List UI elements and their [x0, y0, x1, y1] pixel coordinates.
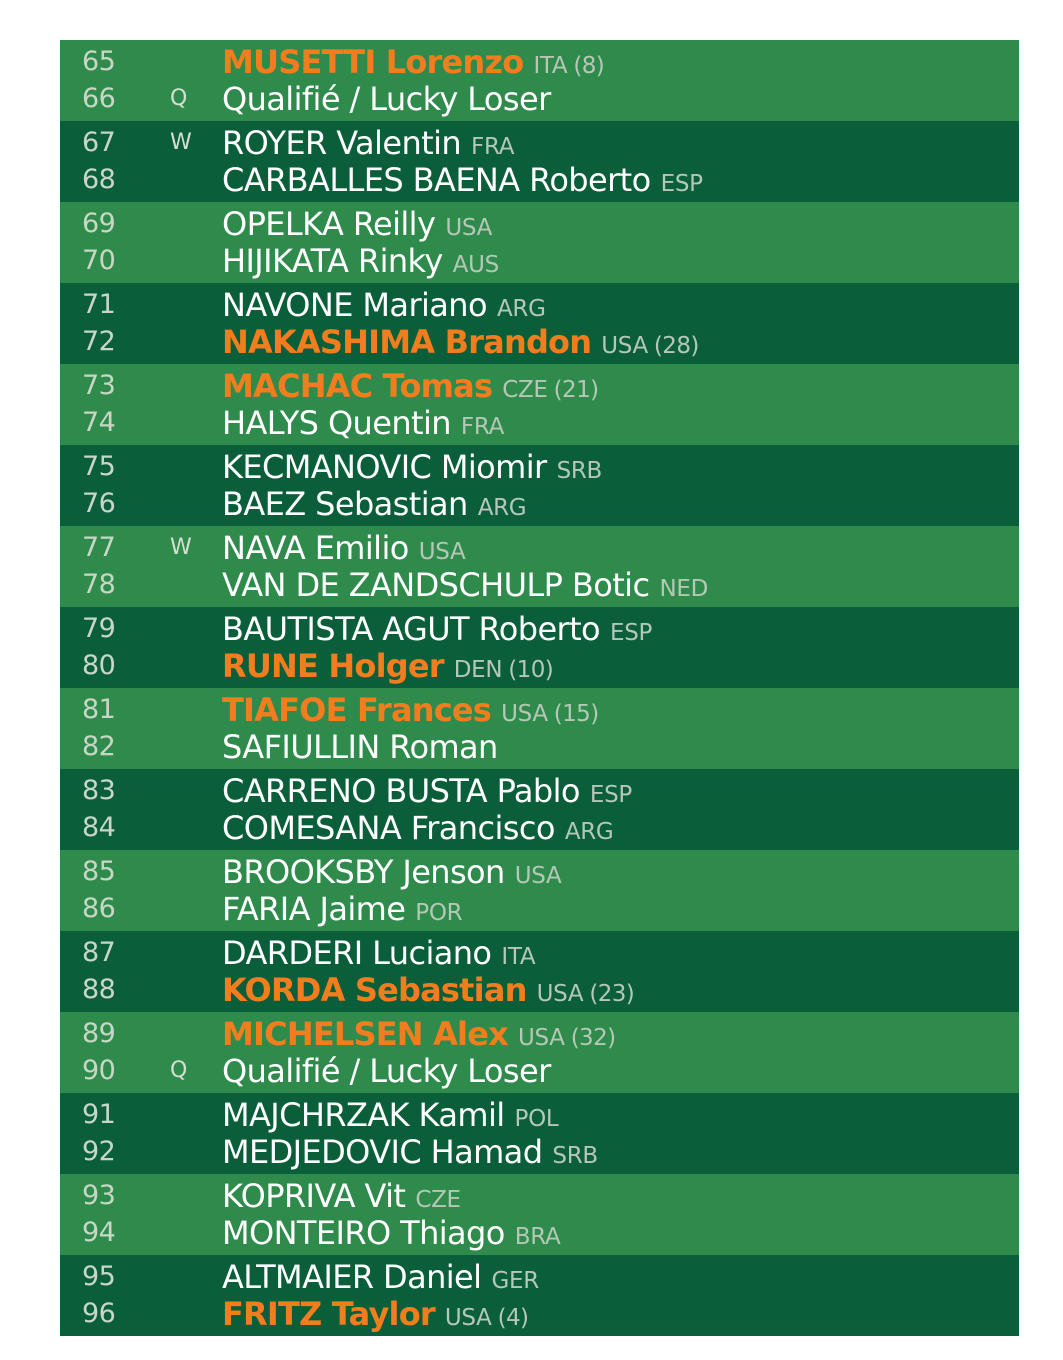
draw-line [60, 125, 1019, 161]
player-seed: (8) [573, 53, 605, 79]
seeded-player-entry [222, 972, 634, 1012]
seeded-player-entry [222, 692, 599, 732]
draw-position-number: 82 [82, 731, 116, 762]
draw-line [60, 972, 1019, 1008]
player-name: Qualifié / Lucky Loser [222, 80, 551, 118]
player-country: POR [415, 900, 463, 926]
player-country: FRA [471, 134, 515, 160]
draw-pair [60, 1174, 1019, 1255]
player-country: ARG [477, 495, 527, 521]
player-entry [222, 243, 499, 283]
player-country: POL [514, 1106, 559, 1132]
draw-line [60, 206, 1019, 242]
player-name: OPELKA Reilly [222, 205, 436, 243]
player-name: FARIA Jaime [222, 890, 406, 928]
draw-line [60, 368, 1019, 404]
draw-line [60, 810, 1019, 846]
draw-line [60, 891, 1019, 927]
draw-line [60, 449, 1019, 485]
draw-position-number: 81 [82, 694, 116, 725]
player-entry [222, 729, 498, 765]
player-name: SAFIULLIN Roman [222, 728, 498, 766]
player-country: NED [659, 576, 709, 602]
player-name: RUNE Holger [222, 647, 444, 685]
draw-pair [60, 688, 1019, 769]
player-name: KORDA Sebastian [222, 971, 527, 1009]
draw-position-number: 95 [82, 1261, 116, 1292]
draw-line [60, 162, 1019, 198]
draw-position-number: 69 [82, 208, 116, 239]
draw-position-number: 73 [82, 370, 116, 401]
entry-status-tag: Q [170, 1058, 188, 1083]
draw-position-number: 88 [82, 974, 116, 1005]
draw-line [60, 81, 1019, 117]
player-entry [222, 810, 613, 850]
player-entry [222, 854, 561, 894]
player-country: ITA [501, 944, 536, 970]
draw-line [60, 854, 1019, 890]
player-seed: (28) [653, 333, 699, 359]
player-name: BAUTISTA AGUT Roberto [222, 610, 601, 648]
player-entry [222, 162, 703, 202]
draw-position-number: 93 [82, 1180, 116, 1211]
player-entry [222, 1134, 598, 1174]
player-name: BAEZ Sebastian [222, 485, 468, 523]
entry-status-tag: W [170, 130, 192, 155]
player-name: BROOKSBY Jenson [222, 853, 505, 891]
player-seed: (4) [497, 1305, 529, 1331]
draw-position-number: 78 [82, 569, 116, 600]
draw-pair [60, 283, 1019, 364]
player-entry [222, 405, 504, 445]
draw-position-number: 71 [82, 289, 116, 320]
draw-line [60, 692, 1019, 728]
player-entry [222, 1053, 551, 1089]
player-country: ESP [589, 782, 632, 808]
player-entry [222, 611, 652, 651]
player-entry [222, 81, 551, 117]
draw-position-number: 79 [82, 613, 116, 644]
draw-line [60, 1134, 1019, 1170]
player-country: USA [517, 1025, 565, 1051]
player-name: DARDERI Luciano [222, 934, 492, 972]
seeded-player-entry [222, 324, 699, 364]
player-country: FRA [460, 414, 505, 440]
player-name: FRITZ Taylor [222, 1295, 435, 1333]
player-country: CZE [415, 1187, 461, 1213]
player-entry [222, 206, 492, 246]
draw-line [60, 1097, 1019, 1133]
draw-line [60, 44, 1019, 80]
draw-pair [60, 850, 1019, 931]
seeded-player-entry [222, 648, 553, 688]
player-name: HIJIKATA Rinky [222, 242, 443, 280]
draw-line [60, 567, 1019, 603]
player-seed: (15) [553, 701, 599, 727]
player-entry [222, 449, 602, 489]
draw-pair [60, 1093, 1019, 1174]
draw-line [60, 1296, 1019, 1332]
draw-pair [60, 1255, 1019, 1336]
draw-position-number: 84 [82, 812, 116, 843]
player-name: HALYS Quentin [222, 404, 451, 442]
seeded-player-entry [222, 44, 604, 84]
player-seed: (23) [589, 981, 635, 1007]
player-country: ARG [564, 819, 614, 845]
player-country: SRB [556, 458, 603, 484]
seeded-player-entry [222, 1016, 616, 1056]
draw-line [60, 1259, 1019, 1295]
draw-position-number: 77 [82, 532, 116, 563]
player-seed: (32) [570, 1025, 616, 1051]
player-name: ROYER Valentin [222, 124, 462, 162]
player-name: COMESANA Francisco [222, 809, 555, 847]
player-entry [222, 1215, 560, 1255]
player-entry [222, 530, 465, 570]
draw-pair [60, 607, 1019, 688]
draw-position-number: 68 [82, 164, 116, 195]
player-entry [222, 1178, 461, 1218]
player-country: ESP [660, 171, 703, 197]
player-name: MUSETTI Lorenzo [222, 43, 524, 81]
draw-position-number: 86 [82, 893, 116, 924]
draw-pair [60, 1012, 1019, 1093]
player-country: ITA [533, 53, 568, 79]
player-seed: (10) [508, 657, 554, 683]
player-country: AUS [452, 252, 499, 278]
draw-position-number: 74 [82, 407, 116, 438]
draw-pair [60, 931, 1019, 1012]
draw-pair [60, 40, 1019, 121]
player-seed: (21) [553, 377, 599, 403]
seeded-player-entry [222, 1296, 528, 1336]
draw-position-number: 90 [82, 1055, 116, 1086]
seeded-player-entry [222, 368, 599, 408]
draw-position-number: 89 [82, 1018, 116, 1049]
draw-position-number: 80 [82, 650, 116, 681]
player-name: CARBALLES BAENA Roberto [222, 161, 651, 199]
entry-status-tag: W [170, 535, 192, 560]
player-country: SRB [552, 1143, 598, 1169]
draw-line [60, 773, 1019, 809]
player-country: USA [536, 981, 584, 1007]
draw-line [60, 1178, 1019, 1214]
draw-pair [60, 202, 1019, 283]
draw-line [60, 530, 1019, 566]
draw-line [60, 729, 1019, 765]
draw-pair [60, 445, 1019, 526]
draw-line [60, 935, 1019, 971]
player-entry [222, 125, 514, 165]
player-country: USA [601, 333, 648, 359]
player-name: ALTMAIER Daniel [222, 1258, 482, 1296]
player-entry [222, 1259, 539, 1299]
draw-position-number: 65 [82, 46, 116, 77]
draw-pair [60, 364, 1019, 445]
draw-position-number: 83 [82, 775, 116, 806]
draw-pair [60, 769, 1019, 850]
draw-position-number: 72 [82, 326, 116, 357]
draw-bracket [60, 40, 1019, 1335]
player-country: GER [491, 1268, 539, 1294]
player-entry [222, 486, 526, 526]
draw-line [60, 486, 1019, 522]
player-country: CZE [502, 377, 548, 403]
player-entry [222, 1097, 558, 1137]
draw-line [60, 324, 1019, 360]
draw-line [60, 287, 1019, 323]
draw-line [60, 1053, 1019, 1089]
draw-position-number: 70 [82, 245, 116, 276]
entry-status-tag: Q [170, 86, 188, 111]
player-name: TIAFOE Frances [222, 691, 492, 729]
player-name: MEDJEDOVIC Hamad [222, 1133, 543, 1171]
player-entry [222, 891, 462, 931]
draw-pair [60, 121, 1019, 202]
player-entry [222, 287, 546, 327]
draw-position-number: 96 [82, 1298, 116, 1329]
player-name: KOPRIVA Vit [222, 1177, 406, 1215]
player-name: CARRENO BUSTA Pablo [222, 772, 580, 810]
draw-position-number: 85 [82, 856, 116, 887]
player-name: KECMANOVIC Miomir [222, 448, 547, 486]
player-name: NAVONE Mariano [222, 286, 487, 324]
draw-line [60, 611, 1019, 647]
player-country: USA [501, 701, 548, 727]
player-country: USA [444, 1305, 492, 1331]
player-name: MICHELSEN Alex [222, 1015, 508, 1053]
draw-position-number: 67 [82, 127, 116, 158]
player-country: DEN [453, 657, 503, 683]
draw-line [60, 1016, 1019, 1052]
player-country: USA [418, 539, 466, 565]
draw-line [60, 243, 1019, 279]
player-entry [222, 567, 708, 607]
player-name: NAVA Emilio [222, 529, 409, 567]
draw-position-number: 91 [82, 1099, 116, 1130]
player-name: MONTEIRO Thiago [222, 1214, 505, 1252]
draw-position-number: 87 [82, 937, 116, 968]
player-entry [222, 935, 535, 975]
draw-pair [60, 526, 1019, 607]
player-name: VAN DE ZANDSCHULP Botic [222, 566, 650, 604]
player-name: NAKASHIMA Brandon [222, 323, 592, 361]
player-country: ARG [496, 296, 546, 322]
player-country: USA [514, 863, 562, 889]
player-name: MACHAC Tomas [222, 367, 493, 405]
draw-position-number: 92 [82, 1136, 116, 1167]
draw-position-number: 76 [82, 488, 116, 519]
player-name: Qualifié / Lucky Loser [222, 1052, 551, 1090]
draw-position-number: 94 [82, 1217, 116, 1248]
draw-position-number: 66 [82, 83, 116, 114]
player-name: MAJCHRZAK Kamil [222, 1096, 505, 1134]
player-country: USA [445, 215, 493, 241]
player-country: ESP [610, 620, 653, 646]
draw-line [60, 648, 1019, 684]
draw-line [60, 405, 1019, 441]
draw-position-number: 75 [82, 451, 116, 482]
draw-line [60, 1215, 1019, 1251]
player-country: BRA [514, 1224, 561, 1250]
player-entry [222, 773, 632, 813]
